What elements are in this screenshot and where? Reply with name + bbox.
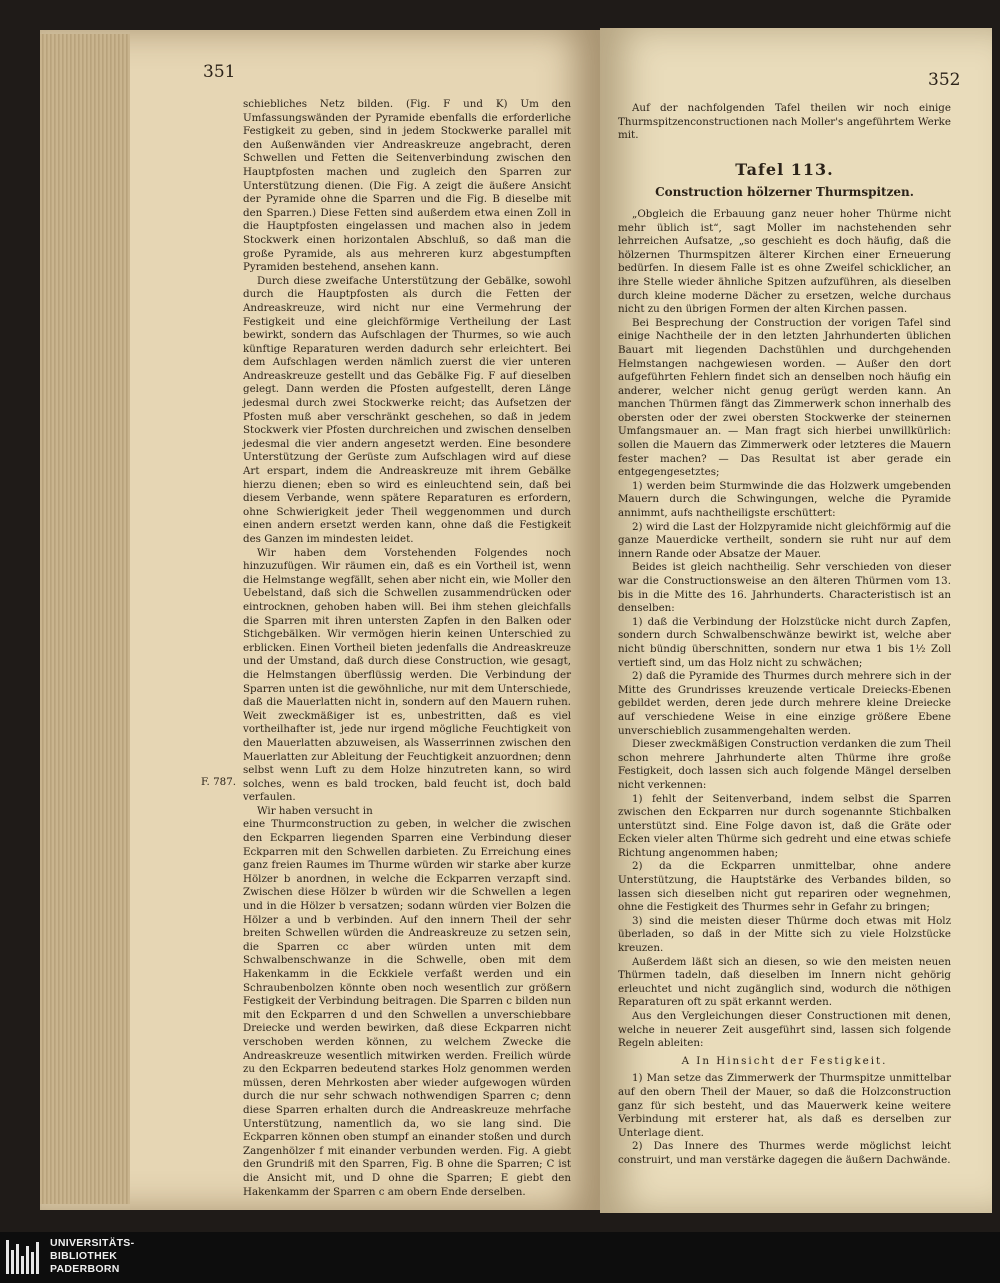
- right-paragraph: Beides ist gleich nachtheilig. Sehr verschieden von dieser war die Constructionsweise an den älteren Thürmen vom 13. bis in die Mitte des 16. Jahrhunderts. Characteristisch ist an denselben:: [618, 561, 951, 615]
- left-column: [243, 98, 571, 1199]
- section-subtitle: Construction hölzerner Thurmspitzen.: [655, 185, 914, 200]
- right-paragraph: Außerdem läßt sich an diesen, so wie den meisten neuen Thürmen tadeln, daß dieselben im Innern nicht gehörig erleuchtet und nicht zugänglich sind, wodurch die nöthigen Reparaturen oft zu spät erkannt werden.: [618, 955, 951, 1009]
- library-name-line: PADERBORN: [50, 1262, 120, 1275]
- right-page-number: 352: [928, 70, 961, 90]
- rule-item: 2) Das Innere des Thurmes werde möglichst leicht construirt, und man verstärke dagegen die äußern Dachwände.: [618, 1140, 951, 1166]
- page-edges: [40, 34, 130, 1204]
- library-name-line: BIBLIOTHEK: [50, 1249, 118, 1262]
- left-paragraph: Wir haben versucht in: [257, 804, 373, 817]
- margin-figure-reference: F. 787.: [201, 776, 237, 788]
- left-paragraph: eine Thurmconstruction zu geben, in welcher die zwischen den Eckparren liegenden Sparren eine Verbindung dieser Eckparren mit den Schwellen darbieten. Zu Erreichung eines ganz freien Raumes im Thurme würden wir starke aber kurze Hölzer b anordnen, in welche die Eckparren verzapft sind. Zwischen diese Hölzer b würden wir die Schwellen a legen und in die Hölzer b versatzen; sodann würden vier Bolzen die Hölzer a und b verbinden. Auf den innern Theil der sehr breiten Schwellen würden die Andreaskreuze zu setzen sein, die Sparren cc aber würden unten mit dem Schwalbenschwanze in die Schwelle, oben mit dem Hakenkamm in die Eckkiele verfaßt werden und ein Schraubenbolzen könnte oben noch wesentlich zur größern Festigkeit der Verbindung beitragen. Die Sparren c bilden nun mit den Eckparren d und den Schwellen a unverschiebbare Dreiecke und werden bewirken, daß diese Eckparren nicht verschoben werden können, zu welchem Zwecke die Andreaskreuze wesentlich mitwirken werden. Freilich würde zu den Eckparren bedeutend starkes Holz genommen werden müssen, deren Mehrkosten aber wieder aufgewogen würden durch die nur sehr schwach nothwendigen Sparren c; denn diese Sparren erhalten durch die Andreaskreuze mehrfache Unterstützung, namentlich da, wo sie lang sind. Die Eckparren können oben stumpf an einander stoßen und durch Zangenhölzer f mit einander verbunden werden. Fig. A giebt den Grundriß mit den Sparren, Fig. B ohne die Sparren; C ist die Ansicht mit, und D ohne die Sparren; E giebt den Hakenkamm der Sparren c am obern Ende derselben.: [243, 818, 571, 1198]
- left-paragraph: Wir haben dem Vorstehenden Folgendes noch hinzuzufügen. Wir räumen ein, daß es ein Vortheil ist, wenn die Helmstange wegfällt, sehen aber nicht ein, wie Moller den Uebelstand, daß sich die Schwellen zusammendrücken oder eintrocknen, gehoben haben will. Bei ihm stehen gleichfalls die Sparren mit ihren untersten Zapfen in den Balken oder Stichgebälken. Wir vermögen hierin keinen Unterschied zu erblicken. Einen Vortheil bieten jedenfalls die Andreaskreuze und der Umstand, daß durch diese Construction, wie gesagt, die Helmstangen überflüssig werden. Die Verbindung der Sparren unten ist die gewöhnliche, nur mit dem Unterschiede, daß die Mauerlatten nicht in, sondern auf den Mauern ruhen. Weit zweckmäßiger ist es, unbestritten, daß es viel vortheilhafter ist, jede nur irgend mögliche Feuchtigkeit von den Mauerlatten abzuweisen, als Wasserrinnen zwischen den Mauerlatten zur Ableitung der Feuchtigkeit anzuordnen; denn selbst wenn Luft zu dem Holze hinzutreten kann, so wird solches, wenn es bald trocken, bald feucht ist, doch bald verfaulen.: [243, 546, 571, 804]
- right-paragraph: 2) wird die Last der Holzpyramide nicht gleichförmig auf die ganze Mauerdicke vertheilt, sondern sie ruht nur auf dem innern Rande oder Absatze der Mauer.: [618, 520, 951, 560]
- right-paragraph: Aus den Vergleichungen dieser Constructionen mit denen, welche in neuerer Zeit ausgeführt sind, lassen sich folgende Regeln ableiten:: [618, 1010, 951, 1050]
- left-paragraph: Durch diese zweifache Unterstützung der Gebälke, sowohl durch die Hauptpfosten als durch die Fetten der Andreaskreuze, wird nicht nur eine Vermehrung der Festigkeit und eine gleichförmige Vertheilung der Last bewirkt, sondern das Aufschlagen der Thurmes, so wie auch künftige Reparaturen werden dadurch sehr erleichtert. Bei dem Aufschlagen werden nämlich zuerst die vier unteren Andreaskreuze gestellt und das Gebälke Fig. F auf dieselben gelegt. Dann werden die Pfosten aufgestellt, deren Länge jedesmal durch zwei Stockwerke reicht; das Aufsetzen der Pfosten muß aber verschränkt geschehen, so daß in jedem Stockwerk vier Pfosten durchreichen und zwischen denselben jedesmal die vier andern angesetzt werden. Eine besondere Unterstützung der Gerüste zum Aufschlagen wird auf diese Art erspart, indem die Andreaskreuze mit ihrem Gebälke hierzu dienen; eben so wird es einleuchtend sein, daß bei diesem Verbande, wenn spätere Reparaturen es erfordern, ohne Schwierigkeit jeder Theil weggenommen und durch einen andern ersetzt werden kann, ohne daß die Festigkeit des Ganzen im mindesten leidet.: [243, 274, 571, 545]
- left-paragraph: schiebliches Netz bilden. (Fig. F und K) Um den Umfassungswänden der Pyramide ebenfalls die erforderliche Festigkeit zu geben, sind in jedem Stockwerke parallel mit den Außenwänden vier Andreaskreuze angebracht, deren Schwellen und Fetten die Seitenverbindung zwischen den Hauptpfosten machen und zugleich den Sparren zur Unterstützung dienen. (Die Fig. A zeigt die äußere Ansicht der Pyramide ohne die Sparren und die Fig. B dieselbe mit den Sparren.) Diese Fetten sind außerdem etwa einen Zoll in die Hauptpfosten eingelassen und machen also in jedem Stockwerk einen horizontalen Abschluß, so daß man die große Pyramide, als aus mehreren kurz abgestumpften Pyramiden bestehend, ansehen kann.: [243, 98, 571, 274]
- library-footer: [0, 1232, 1000, 1283]
- right-column: [618, 102, 951, 1168]
- rule-item: 1) Man setze das Zimmerwerk der Thurmspitze unmittelbar auf den obern Theil der Mauer, so daß die Holzconstruction ganz für sich besteht, und das Mauerwerk keine weitere Verbindung mit ersterer hat, als daß es derselben zur Unterlage dient.: [618, 1072, 951, 1139]
- right-paragraph: 2) daß die Pyramide des Thurmes durch mehrere sich in der Mitte des Grundrisses kreuzende verticale Dreiecks-Ebenen gebildet werden, deren jede durch mehrere kleine Dreiecke auf verschiedene Weise in eine einzige größere Ebene unverschieblich zusammengehalten werden.: [618, 670, 951, 737]
- library-name: [50, 1237, 134, 1275]
- plate-title: Tafel 113.: [735, 159, 834, 179]
- left-page-number: 351: [203, 62, 236, 82]
- right-paragraph: 1) daß die Verbindung der Holzstücke nicht durch Zapfen, sondern durch Schwalbenschwänze bewirkt ist, welche aber nicht bündig überschnitten, sondern nur etwa 1 bis 1½ Zoll vertieft sind, um das Holz nicht zu schwächen;: [618, 615, 951, 669]
- right-paragraph: Bei Besprechung der Construction der vorigen Tafel sind einige Nachtheile der in den letzten Jahrhunderten üblichen Bauart mit liegenden Dachstühlen und durchgehenden Helmstangen nachgewiesen worden. — Außer den dort aufgeführten Fehlern findet sich an denselben noch häufig ein anderer, welcher nicht genug gerügt werden kann. An manchen Thürmen fängt das Zimmerwerk schon innerhalb des obersten oder der zwei obersten Stockwerke der steinernen Umfangsmauer an. — Man fragt sich hierbei unwillkürlich: sollen die Mauern das Zimmerwerk oder letzteres die Mauern fester machen? — Das Resultat ist aber gerade ein entgegengesetztes;: [618, 316, 951, 479]
- right-paragraph: 2) da die Eckparren unmittelbar, ohne andere Unterstützung, die Hauptstärke des Verbandes bilden, so lassen sich dieselben nicht gut repariren oder wegnehmen, ohne die Festigkeit des Thurmes sehr in Gefahr zu bringen;: [618, 860, 951, 914]
- right-paragraph: „Obgleich die Erbauung ganz neuer hoher Thürme nicht mehr üblich ist“, sagt Moller im nachstehenden sehr lehrreichen Aufsatze, „so geschieht es doch häufig, daß die hölzernen Thurmspitzen älterer Kirchen einer Erneuerung bedürfen. In diesem Falle ist es ohne Zweifel schicklicher, an ihre Stelle wieder ähnliche Spitzen aufzuführen, als dieselben durch kleine moderne Dächer zu ersetzen, welche durchaus nicht zu den übrigen Formen der alten Kirchen passen.: [618, 207, 951, 316]
- library-name-line: UNIVERSITÄTS-: [50, 1237, 135, 1249]
- right-paragraph: 1) werden beim Sturmwinde die das Holzwerk umgebenden Mauern durch die Schwingungen, welche die Pyramide annimmt, aufs nachtheiligste erschüttert:: [618, 479, 951, 520]
- right-paragraph: Dieser zweckmäßigen Construction verdanken die zum Theil schon mehrere Jahrhunderte alten Thürme ihre große Festigkeit, doch lassen sich auch folgende Mängel derselben nicht verkennen:: [618, 738, 951, 791]
- right-intro: Auf der nachfolgenden Tafel theilen wir noch einige Thurmspitzenconstructionen nach Moller's angeführtem Werke mit.: [618, 102, 951, 142]
- library-logo-icon: [6, 1240, 44, 1274]
- right-paragraph: 3) sind die meisten dieser Thürme doch etwas mit Holz überladen, so daß in der Mitte sich zu viele Holzstücke kreuzen.: [618, 914, 951, 955]
- section-heading: A In Hinsicht der Festigkeit.: [681, 1054, 888, 1067]
- right-paragraph: 1) fehlt der Seitenverband, indem selbst die Sparren zwischen den Eckparren nur durch sogenannte Stichbalken unterstützt sind. Eine Folge davon ist, daß die Gräte oder Ecken vieler alten Thürme sich gedreht und eine etwas schiefe Richtung angenommen haben;: [618, 792, 951, 859]
